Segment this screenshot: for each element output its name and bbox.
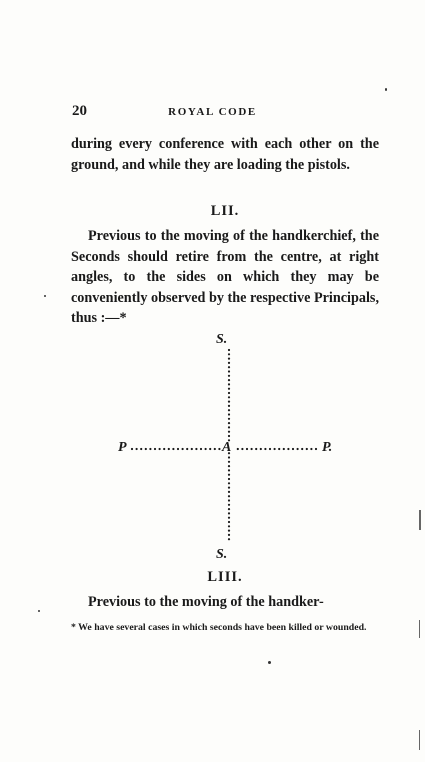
vertical-dot <box>228 469 230 471</box>
horizontal-dot <box>292 448 294 450</box>
horizontal-dot <box>195 448 197 450</box>
vertical-dot <box>228 396 230 398</box>
principal-left-label: P <box>118 440 127 455</box>
vertical-dot <box>228 362 230 364</box>
vertical-dot <box>228 482 230 484</box>
vertical-dot <box>228 504 230 506</box>
horizontal-dot <box>264 448 266 450</box>
vertical-dot <box>228 487 230 489</box>
principal-right-label: P. <box>322 440 333 455</box>
horizontal-dot <box>214 448 216 450</box>
vertical-dot <box>228 383 230 385</box>
horizontal-dot <box>251 448 253 450</box>
vertical-dot <box>228 530 230 532</box>
vertical-dot <box>228 465 230 467</box>
section-liii-text: Previous to the moving of the handker- <box>88 594 324 610</box>
horizontal-dot <box>136 448 138 450</box>
page-edge-mark <box>419 730 420 750</box>
second-bottom-label: S. <box>216 547 228 562</box>
horizontal-dot <box>306 448 308 450</box>
vertical-dot <box>228 456 230 458</box>
horizontal-dot <box>209 448 211 450</box>
footnote: * We have several cases in which seconds have been killed or wounded. <box>71 622 367 633</box>
running-head: ROYAL CODE <box>168 106 257 118</box>
vertical-dot <box>228 401 230 403</box>
horizontal-dot <box>177 448 179 450</box>
horizontal-dot <box>218 448 220 450</box>
horizontal-dot <box>168 448 170 450</box>
page-number: 20 <box>72 103 87 119</box>
vertical-dot <box>228 366 230 368</box>
horizontal-dot <box>154 448 156 450</box>
horizontal-dot <box>205 448 207 450</box>
horizontal-dot <box>131 448 133 450</box>
horizontal-dot <box>260 448 262 450</box>
horizontal-dot <box>315 448 317 450</box>
section-lii-text: Previous to the moving of the handkerchief, the Seconds should retire from the centre, at right angles, to the sides on which they may be conveniently observed by the respective Principals, thus :—* <box>71 228 379 327</box>
horizontal-dot <box>269 448 271 450</box>
page-edge-mark <box>419 510 421 530</box>
horizontal-dot <box>237 448 239 450</box>
horizontal-dot <box>182 448 184 450</box>
horizontal-dot <box>274 448 276 450</box>
vertical-dot <box>228 422 230 424</box>
vertical-dot <box>228 461 230 463</box>
vertical-dot <box>228 358 230 360</box>
vertical-dot <box>228 370 230 372</box>
page-edge-mark <box>419 620 420 638</box>
vertical-dot <box>228 379 230 381</box>
vertical-dot <box>228 499 230 501</box>
horizontal-dot <box>278 448 280 450</box>
vertical-dot <box>228 525 230 527</box>
position-diagram <box>0 320 425 570</box>
vertical-dot <box>228 392 230 394</box>
vertical-dot <box>228 353 230 355</box>
vertical-dot <box>228 495 230 497</box>
vertical-dot <box>228 491 230 493</box>
horizontal-dot <box>172 448 174 450</box>
horizontal-dot <box>301 448 303 450</box>
vertical-dot <box>228 409 230 411</box>
vertical-dot <box>228 435 230 437</box>
paper-speck <box>385 88 387 91</box>
horizontal-dot <box>163 448 165 450</box>
vertical-dot <box>228 405 230 407</box>
horizontal-dot <box>255 448 257 450</box>
vertical-dot <box>228 349 230 351</box>
horizontal-dot <box>283 448 285 450</box>
vertical-dot <box>228 508 230 510</box>
vertical-dot <box>228 431 230 433</box>
centre-label: A <box>222 440 232 455</box>
horizontal-dot <box>241 448 243 450</box>
vertical-dot <box>228 517 230 519</box>
horizontal-dot <box>186 448 188 450</box>
vertical-dot <box>228 388 230 390</box>
second-top-label: S. <box>216 332 228 347</box>
horizontal-dot <box>287 448 289 450</box>
vertical-dot <box>228 413 230 415</box>
horizontal-dot <box>145 448 147 450</box>
paper-speck <box>268 661 271 664</box>
horizontal-dot <box>297 448 299 450</box>
position-diagram-svg <box>0 320 425 570</box>
vertical-dot <box>228 474 230 476</box>
horizontal-dot <box>159 448 161 450</box>
vertical-dot <box>228 538 230 540</box>
horizontal-dot <box>149 448 151 450</box>
paper-speck <box>44 295 46 297</box>
horizontal-dot <box>246 448 248 450</box>
paragraph-continuation: during every conference with each other on the ground, and while they are loading the pistols. <box>71 136 379 173</box>
paper-speck <box>38 610 40 612</box>
horizontal-dot <box>310 448 312 450</box>
vertical-dot <box>228 375 230 377</box>
vertical-dot <box>228 512 230 514</box>
horizontal-dot <box>191 448 193 450</box>
vertical-dot <box>228 426 230 428</box>
vertical-dot <box>228 534 230 536</box>
vertical-dot <box>228 521 230 523</box>
horizontal-dot <box>200 448 202 450</box>
section-heading-lii: LII. <box>210 203 240 219</box>
vertical-dot <box>228 418 230 420</box>
horizontal-dot <box>140 448 142 450</box>
section-heading-liii: LIII. <box>207 569 243 585</box>
vertical-dot <box>228 478 230 480</box>
